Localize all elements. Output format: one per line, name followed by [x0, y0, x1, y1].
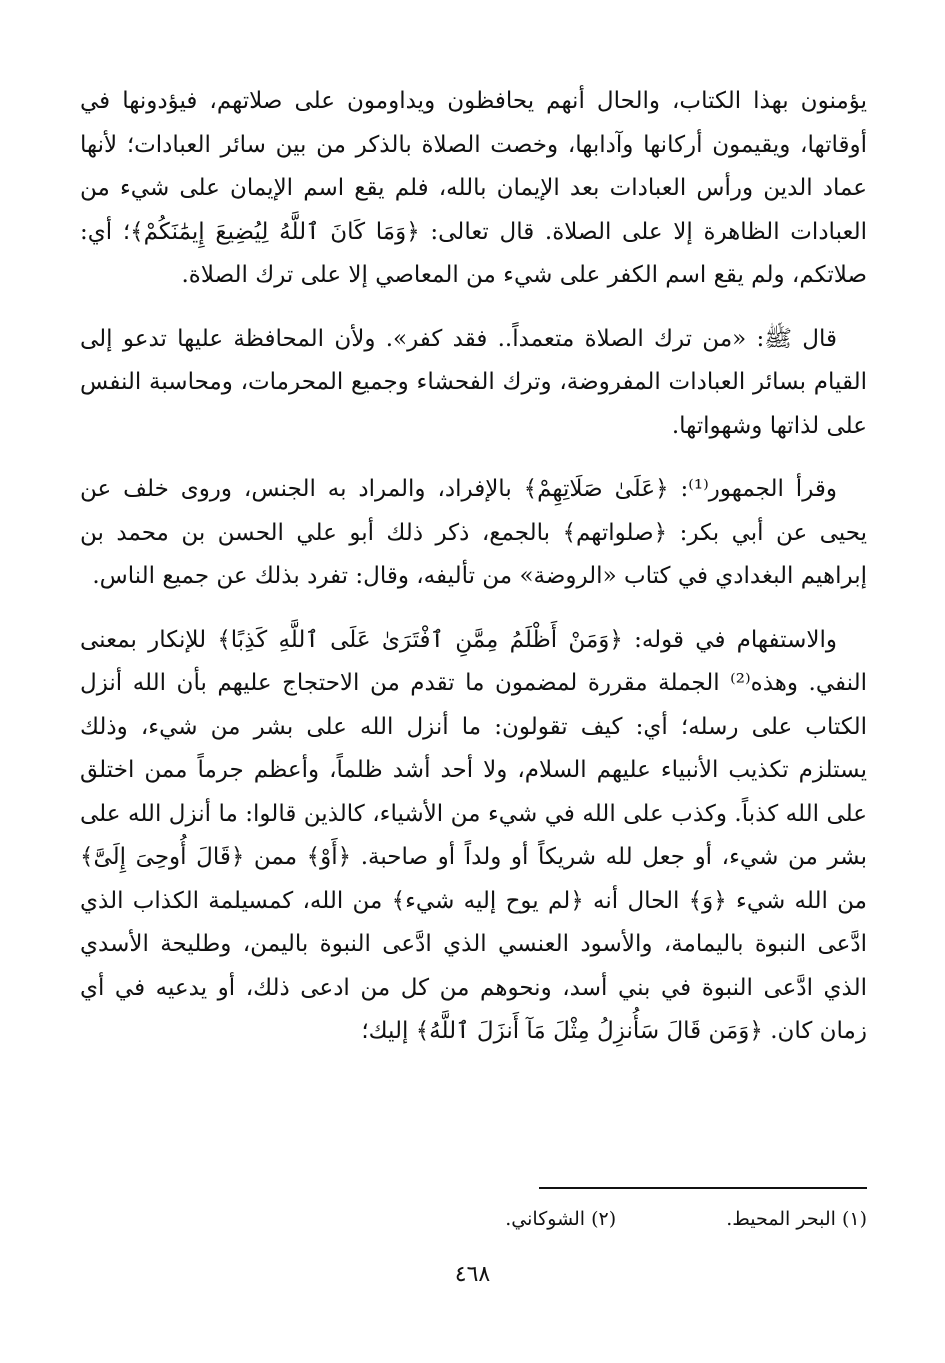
footnotes [307, 1204, 867, 1234]
footnote-2: (٢) الشوكاني. [505, 1208, 617, 1230]
paragraph-4: والاستفهام في قوله: ﴿وَمَنْ أَظْلَمُ مِمَّنِ ٱفْتَرَىٰ عَلَى ٱللَّهِ كَذِبًا﴾ للإنكار بمعنى النفي. وهذه⁽²⁾ الجملة مقررة لمضمون ما تقدم من الاحتجاج عليهم بأن الله أنزل الكتاب على رسله؛ أي: كيف تقولون: ما أنزل الله على بشر من شيء، وذلك يستلزم تكذيب الأنبياء عليهم السلام، ولا أحد أشد ظلماً، وأعظم جرماً ممن اختلق على الله كذباً. وكذب على الله في شيء من الأشياء، كالذين قالوا: ما أنزل الله على بشر من شيء، أو جعل لله شريكاً أو ولداً أو صاحبة. ﴿أَوْ﴾ ممن ﴿قَالَ أُوحِىَ إِلَىَّ﴾ من الله شيء ﴿وَ﴾ الحال أنه ﴿لم يوح إليه شيء﴾ من الله، كمسيلمة الكذاب الذي ادَّعى النبوة باليمامة، والأسود العنسي الذي ادَّعى النبوة باليمن، وطليحة الأسدي الذي ادَّعى النبوة في بني أسد، ونحوهم من كل من ادعى ذلك، أو يدعيه في أي زمان كان. ﴿وَمَن قَالَ سَأُنزِلُ مِثْلَ مَآ أَنزَلَ ٱللَّهُ﴾ إليك؛ [80, 626, 868, 1044]
page-number: ٤٦٨ [454, 1262, 491, 1287]
footnote-divider [539, 1187, 867, 1189]
paragraph-2: قال ﷺ: «من ترك الصلاة متعمداً.. فقد كفر». ولأن المحافظة عليها تدعو إلى القيام بسائر العبادات المفروضة، وترك الفحشاء وجميع المحرمات، ومحاسبة النفس على لذاتها وشهواتها. [80, 325, 867, 439]
paragraph-1: يؤمنون بهذا الكتاب، والحال أنهم يحافظون ويداومون على صلاتهم، فيؤدونها في أوقاتها، ويقيمون أركانها وآدابها، وخصت الصلاة بالذكر من بين سائر العبادات؛ لأنها عماد الدين ورأس العبادات بعد الإيمان بالله، فلم يقع اسم الإيمان على شيء من العبادات الظاهرة إلا على الصلاة. قال تعالى: ﴿وَمَا كَانَ ٱللَّهُ لِيُضِيعَ إِيمَٰنَكُمْ﴾؛ أي: صلاتكم، ولم يقع اسم الكفر على شيء من المعاصي إلا على ترك الصلاة. [80, 88, 867, 288]
footnote-1: (١) البحر المحيط. [726, 1208, 867, 1230]
page-body [80, 80, 867, 1054]
paragraph-3: وقرأ الجمهور⁽¹⁾: ﴿عَلَىٰ صَلَاتِهِمْ﴾ بالإفراد، والمراد به الجنس، وروى خلف عن يحيى عن أبي بكر: ﴿صلواتهم﴾ بالجمع، ذكر ذلك أبو علي الحسن بن محمد بن إبراهيم البغدادي في كتاب «الروضة» من تأليفه، وقال: تفرد بذلك عن جميع الناس. [80, 476, 867, 589]
